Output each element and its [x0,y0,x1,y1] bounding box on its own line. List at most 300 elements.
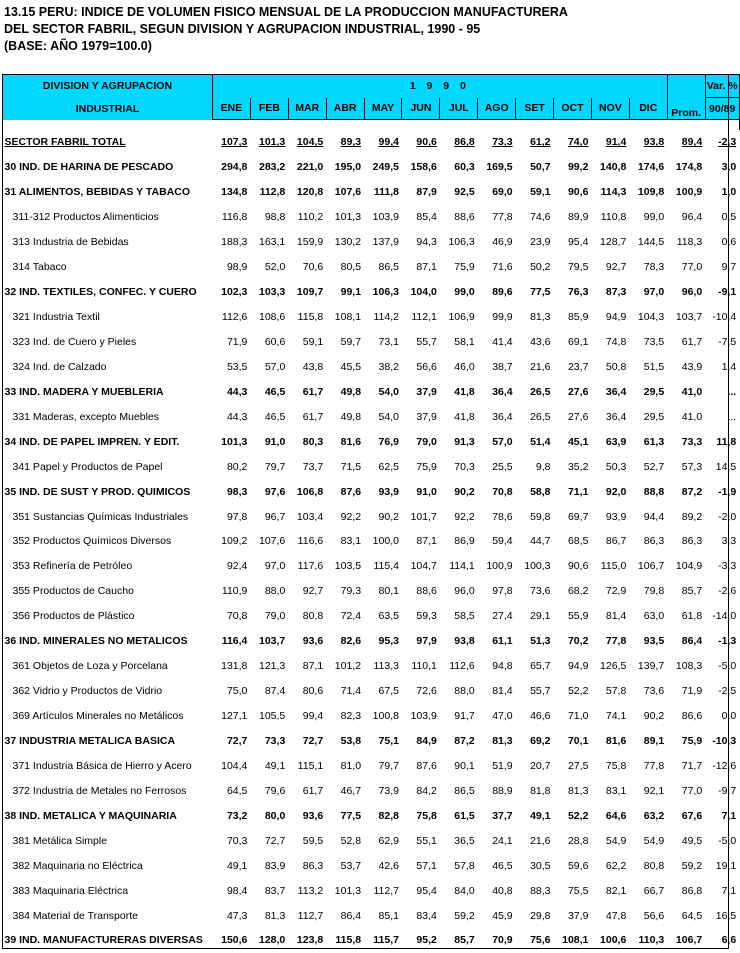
month-value: 115,0 [600,560,627,573]
month-value: 41,8 [454,410,475,423]
row-label: 331 Maderas, excepto Muebles [12,410,160,423]
month-value: 110,3 [638,934,665,947]
var-value: 0,6 [721,236,737,249]
month-value: 91,4 [605,136,627,149]
month-value: 49,8 [340,385,362,398]
table-row [3,255,740,280]
var-value: -1,3 [718,635,737,648]
month-value: 86,5 [454,784,475,797]
month-value: 21,6 [530,834,551,847]
month-value: 50,3 [605,460,627,473]
prom-value: 86,4 [681,635,703,648]
table-row [3,429,740,454]
var-value: 6,6 [721,934,737,947]
row-label: 324 Ind. de Calzado [12,360,107,373]
month-value: 73,9 [378,784,399,797]
prom-value: 67,6 [681,809,703,822]
month-value: 74,8 [605,335,627,348]
month-value: 112,8 [259,186,286,199]
month-value: 100,6 [600,934,627,947]
month-value: 112,6 [221,311,248,324]
month-value: 35,2 [567,460,589,473]
month-value: 91,7 [454,710,475,723]
month-value: 108,6 [259,311,286,324]
prom-value: 108,3 [675,660,703,673]
month-header: MAR [288,98,326,120]
month-value: 79,7 [378,759,399,772]
month-value: 20,7 [530,759,551,772]
month-value: 107,6 [334,186,362,199]
table-row [3,803,740,828]
month-value: 99,4 [378,136,399,149]
row-label: 351 Sustancias Químicas Industriales [12,510,189,523]
month-value: 81,3 [492,734,513,747]
month-value: 81,8 [530,784,551,797]
month-value: 128,0 [259,934,286,947]
month-value: 85,4 [416,211,437,224]
month-value: 99,4 [302,710,324,723]
month-value: 108,1 [562,934,589,947]
month-value: 137,9 [372,236,399,249]
table-row [3,205,740,230]
month-value: 188,3 [221,236,248,249]
var-value: -9,7 [718,784,737,797]
month-value: 44,3 [226,385,248,398]
month-value: 37,9 [416,410,437,423]
table-row [3,280,740,305]
var-value: 1,4 [721,360,737,373]
table-row [3,928,740,953]
month-value: 87,1 [416,535,437,548]
month-value: 82,6 [340,635,362,648]
month-value: 116,8 [221,211,248,224]
month-value: 70,1 [567,734,589,747]
month-value: 59,2 [454,909,475,922]
var-value: 0,0 [721,710,737,723]
var-value: 1,0 [721,186,737,199]
month-value: 115,1 [297,759,324,772]
month-value: 88,0 [454,685,475,698]
month-value: 144,5 [637,236,665,249]
var-value: -14,0 [712,610,737,623]
month-value: 41,8 [454,385,475,398]
month-value: 101,2 [334,660,362,673]
month-value: 86,5 [378,261,399,274]
month-value: 70,8 [226,610,248,623]
var-value: 16,5 [715,909,737,922]
prom-value: 61,8 [681,610,703,623]
month-value: 90,6 [567,560,589,573]
month-value: 97,8 [492,585,513,598]
var-value: ... [727,410,737,423]
month-value: 71,1 [567,485,589,498]
month-value: 72,9 [605,585,627,598]
month-value: 106,8 [296,485,324,498]
month-value: 195,0 [334,161,362,174]
var-period-header: 90/89 [705,98,739,120]
var-value: -2,3 [718,136,737,149]
month-value: 36,5 [454,834,475,847]
month-value: 60,3 [454,161,475,174]
month-value: 89,1 [643,734,665,747]
row-label: SECTOR FABRIL TOTAL [4,136,126,149]
row-label: 384 Material de Transporte [12,909,138,922]
month-value: 108,1 [334,311,362,324]
month-value: 121,3 [259,660,286,673]
var-header: Var. % [705,75,739,98]
row-label: 382 Maquinaria no Eléctrica [12,859,143,872]
table-row [3,330,740,355]
row-label: 30 IND. DE HARINA DE PESCADO [4,161,174,174]
month-value: 53,5 [226,360,248,373]
month-value: 80,8 [643,859,665,872]
month-value: 110,2 [297,211,324,224]
row-label: 361 Objetos de Loza y Porcelana [12,660,168,673]
month-value: 112,6 [449,660,475,673]
month-value: 51,5 [643,360,665,373]
table-row [3,853,740,878]
month-value: 29,1 [530,610,551,623]
month-value: 49,1 [530,809,551,822]
table-row [3,679,740,704]
row-label: 321 Industria Textil [12,311,100,324]
month-value: 70,8 [492,485,513,498]
month-header: JUL [440,98,478,120]
month-value: 45,5 [340,360,362,373]
month-value: 59,3 [416,610,437,623]
month-value: 75,5 [567,884,589,897]
month-value: 83,4 [416,909,437,922]
month-value: 93,8 [454,635,475,648]
var-value: ... [727,385,737,398]
month-value: 75,1 [378,734,399,747]
month-value: 78,3 [643,261,665,274]
month-value: 81,3 [264,909,286,922]
month-value: 58,8 [530,485,551,498]
month-value: 52,0 [264,261,286,274]
var-value: -2,0 [718,510,737,523]
month-value: 83,7 [264,884,286,897]
month-value: 37,9 [416,385,437,398]
month-value: 99,0 [643,211,665,224]
month-value: 110,9 [221,585,248,598]
row-label: 323 Ind. de Cuero y Pieles [12,335,137,348]
month-value: 64,5 [226,784,248,797]
prom-value: 75,9 [681,734,703,747]
var-value: -9,1 [718,286,737,299]
month-value: 84,0 [454,884,475,897]
month-value: 94,8 [492,660,513,673]
month-value: 59,1 [530,186,551,199]
prom-value: 85,7 [681,585,703,598]
var-value: 3,3 [721,535,737,548]
month-value: 80,1 [378,585,399,598]
month-value: 89,3 [340,136,362,149]
month-value: 106,9 [448,311,475,324]
month-value: 62,5 [378,460,399,473]
prom-value: 89,2 [681,510,703,523]
month-value: 74,6 [530,211,551,224]
month-value: 36,4 [605,385,627,398]
prom-value: 103,7 [675,311,703,324]
month-value: 27,4 [492,610,513,623]
month-value: 57,0 [492,435,513,448]
month-value: 81,4 [492,685,513,698]
month-value: 90,2 [643,710,665,723]
month-value: 98,3 [226,485,248,498]
var-value: 7,1 [721,809,737,822]
var-value: 14,5 [715,460,737,473]
month-value: 55,7 [416,335,437,348]
month-value: 61,3 [643,435,665,448]
table-row [3,729,740,754]
month-value: 63,5 [378,610,399,623]
row-label: 353 Refinería de Petróleo [12,560,133,573]
month-value: 70,6 [302,261,324,274]
division-header-line-2: INDUSTRIAL [3,98,213,120]
month-value: 114,2 [373,311,399,324]
month-value: 42,6 [378,859,399,872]
division-header: DIVISION Y AGRUPACION [3,75,213,98]
month-value: 50,7 [530,161,551,174]
month-value: 50,2 [530,261,551,274]
month-value: 79,5 [567,261,589,274]
month-value: 47,0 [492,710,513,723]
month-value: 99,9 [492,311,513,324]
month-value: 97,0 [643,286,665,299]
month-value: 88,0 [264,585,286,598]
month-value: 92,2 [454,510,475,523]
row-label: 341 Papel y Productos de Papel [12,460,163,473]
prom-value: 106,7 [675,934,703,947]
month-value: 88,6 [454,211,475,224]
month-value: 46,7 [340,784,362,797]
month-value: 87,3 [605,286,627,299]
month-value: 84,9 [416,734,437,747]
var-value: 0,5 [721,211,737,224]
month-value: 56,6 [643,909,665,922]
table-row [3,354,740,379]
month-value: 69,2 [530,734,551,747]
month-value: 92,5 [454,186,475,199]
month-value: 85,1 [378,909,399,922]
month-value: 68,2 [567,585,589,598]
var-value: -3,3 [718,560,737,573]
month-value: 97,0 [264,560,286,573]
month-value: 93,8 [643,136,665,149]
month-value: 68,5 [567,535,589,548]
month-value: 92,7 [302,585,324,598]
month-value: 75,9 [416,460,437,473]
month-value: 81,6 [605,734,627,747]
month-value: 103,3 [259,286,286,299]
month-value: 36,4 [492,385,513,398]
month-value: 77,8 [492,211,513,224]
table-row [3,454,740,479]
var-value: -5,0 [718,834,737,847]
month-value: 95,4 [416,884,437,897]
month-value: 94,9 [605,311,627,324]
month-value: 79,0 [264,610,286,623]
month-value: 54,9 [643,834,665,847]
month-value: 73,3 [492,136,513,149]
table-row [3,305,740,330]
prom-value: 64,5 [681,909,703,922]
month-value: 41,4 [492,335,513,348]
month-value: 70,9 [492,934,513,947]
month-value: 127,1 [221,710,248,723]
table-row [3,878,740,903]
month-value: 81,3 [567,784,589,797]
month-value: 82,8 [378,809,399,822]
month-value: 51,9 [492,759,513,772]
row-label: 32 IND. TEXTILES, CONFEC. Y CUERO [4,286,197,299]
prom-value: 71,7 [681,759,703,772]
month-value: 60,6 [264,335,286,348]
month-value: 114,3 [600,186,627,199]
row-label: 313 Industria de Bebidas [12,236,129,249]
month-value: 103,5 [334,560,362,573]
month-value: 29,5 [643,385,665,398]
month-value: 49,1 [226,859,248,872]
month-value: 87,6 [340,485,362,498]
month-value: 294,8 [221,161,248,174]
table-row [3,404,740,429]
month-value: 88,8 [643,485,665,498]
month-value: 90,2 [454,485,475,498]
month-value: 30,5 [530,859,551,872]
month-value: 53,7 [340,859,362,872]
month-value: 221,0 [296,161,324,174]
month-value: 97,8 [226,510,248,523]
month-value: 93,6 [302,809,324,822]
row-label: 381 Metálica Simple [12,834,108,847]
month-value: 80,5 [340,261,362,274]
month-value: 95,4 [567,236,589,249]
month-value: 40,8 [492,884,513,897]
table-row [3,753,740,778]
month-value: 79,7 [264,460,286,473]
month-value: 58,1 [454,335,475,348]
var-value: -2,5 [718,685,737,698]
var-value: -12,6 [712,759,737,772]
month-value: 52,2 [567,685,589,698]
month-value: 49,1 [264,759,286,772]
month-value: 101,3 [259,136,286,149]
month-value: 73,7 [302,460,324,473]
prom-value: 73,3 [681,435,703,448]
row-label: 36 IND. MINERALES NO METALICOS [4,635,188,648]
row-label: 31 ALIMENTOS, BEBIDAS Y TABACO [4,186,191,199]
month-value: 44,3 [226,410,248,423]
month-value: 59,6 [567,859,589,872]
month-value: 98,9 [226,261,248,274]
month-value: 73,3 [264,734,286,747]
month-value: 101,3 [221,435,248,448]
month-value: 70,3 [454,460,475,473]
month-value: 73,2 [226,809,248,822]
month-value: 75,8 [605,759,627,772]
month-value: 43,8 [302,360,324,373]
month-value: 79,3 [340,585,362,598]
month-value: 77,8 [643,759,665,772]
month-value: 90,2 [378,510,399,523]
month-value: 24,1 [492,834,513,847]
month-value: 65,7 [530,660,551,673]
month-value: 120,8 [296,186,324,199]
month-value: 74,0 [567,136,589,149]
month-value: 94,3 [416,236,437,249]
month-value: 83,1 [340,535,362,548]
row-label: 362 Vidrio y Productos de Vidrio [12,685,163,698]
month-value: 99,1 [340,286,362,299]
month-value: 45,1 [567,435,589,448]
title-line-1: 13.15 PERU: INDICE DE VOLUMEN FISICO MENSUAL DE LA PRODUCCION MANUFACTURERA [4,5,568,19]
var-value: 7,1 [721,884,737,897]
prom-value: 89,4 [681,136,703,149]
month-value: 107,3 [221,136,248,149]
row-label: 369 Artículos Minerales no Metálicos [12,710,184,723]
month-value: 115,4 [373,560,399,573]
table-row [3,704,740,729]
row-label: 37 INDUSTRIA METALICA BASICA [4,734,176,747]
table-row [3,479,740,504]
month-value: 87,2 [454,734,475,747]
month-value: 105,5 [259,710,286,723]
var-value: 3,0 [721,161,737,174]
month-value: 103,7 [259,635,286,648]
month-value: 27,5 [567,759,589,772]
month-header: JUN [402,98,440,120]
month-value: 174,6 [637,161,665,174]
month-value: 55,9 [567,610,589,623]
month-value: 103,4 [296,510,324,523]
month-value: 57,8 [454,859,475,872]
month-value: 80,0 [264,809,286,822]
month-value: 110,8 [600,211,627,224]
table-row [3,579,740,604]
month-value: 87,4 [264,685,286,698]
month-header: SET [516,98,554,120]
row-label: 383 Maquinaria Eléctrica [12,884,129,897]
month-value: 72,7 [226,734,248,747]
month-header: ENE [213,98,251,120]
month-value: 29,5 [643,410,665,423]
month-value: 97,9 [416,635,437,648]
month-value: 80,8 [302,610,324,623]
month-header: OCT [554,98,592,120]
month-value: 57,1 [416,859,437,872]
month-value: 73,1 [378,335,399,348]
month-value: 163,1 [259,236,286,249]
month-value: 54,9 [605,834,627,847]
row-label: 39 IND. MANUFACTURERAS DIVERSAS [4,934,203,947]
month-value: 77,8 [605,635,627,648]
month-value: 62,9 [378,834,399,847]
month-value: 72,6 [416,685,437,698]
month-header: FEB [250,98,288,120]
row-label: 34 IND. DE PAPEL IMPREN. Y EDIT. [4,435,180,448]
month-value: 59,1 [302,335,324,348]
month-value: 36,4 [605,410,627,423]
prom-value: 86,8 [681,884,703,897]
month-value: 99,2 [567,161,589,174]
month-value: 91,0 [264,435,286,448]
month-value: 88,9 [492,784,513,797]
document-title [4,4,568,55]
prom-value: 43,9 [681,360,703,373]
month-value: 71,9 [226,335,248,348]
